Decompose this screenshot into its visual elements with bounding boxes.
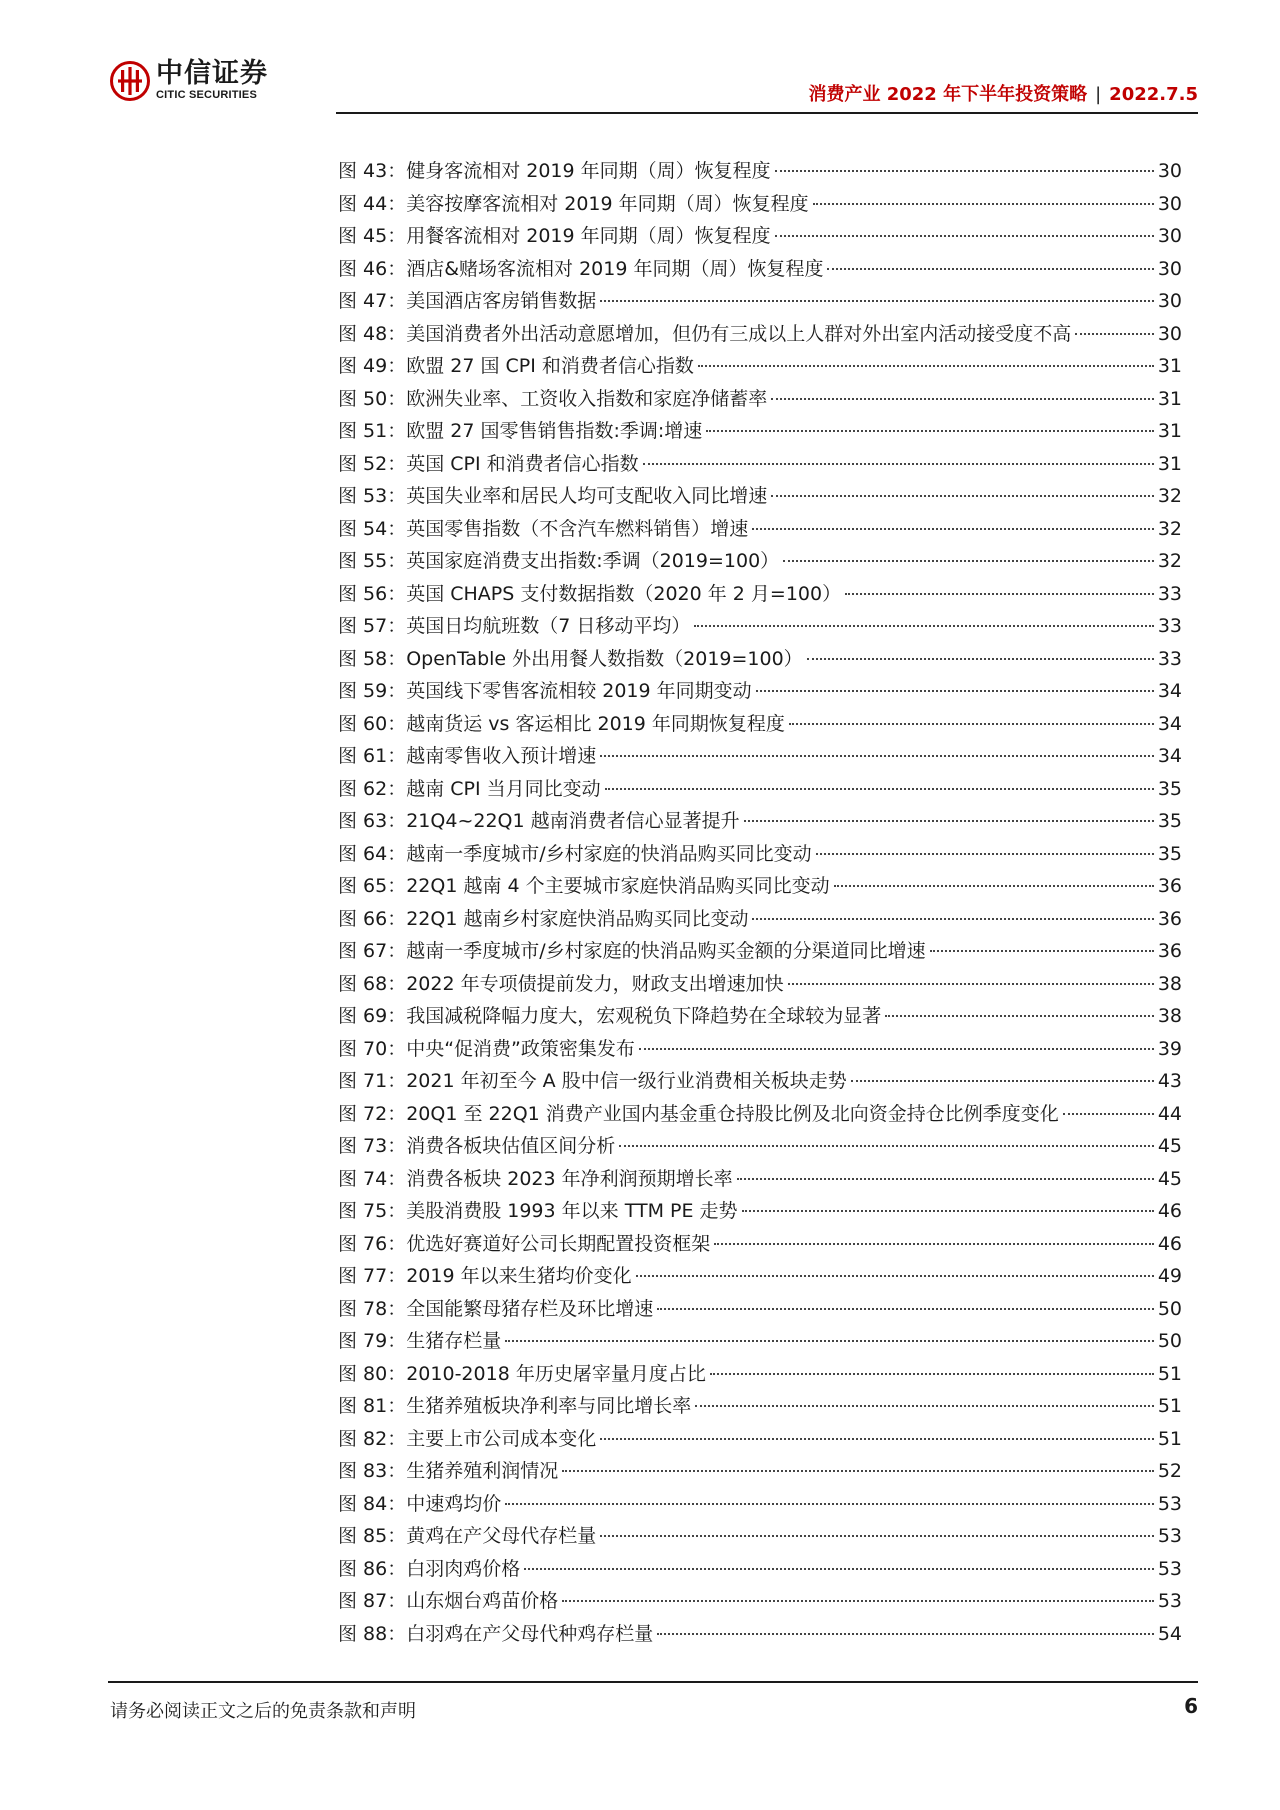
- toc-dot-leader: [636, 1275, 1154, 1277]
- toc-entry-page: 53: [1157, 1590, 1182, 1612]
- toc-dot-leader: [813, 203, 1154, 205]
- report-date: 2022.7.5: [1109, 84, 1198, 105]
- toc-entry-title: 越南零售收入预计增速: [406, 745, 597, 767]
- toc-entry-title: 主要上市公司成本变化: [406, 1427, 597, 1450]
- toc-entry-number: 图 72：: [338, 1102, 407, 1125]
- toc-entry-title: 山东烟台鸡苗价格: [406, 1590, 559, 1612]
- toc-entry-title: 2021 年初至今 A 股中信一级行业消费相关板块走势: [406, 1070, 847, 1092]
- toc-entry[interactable]: [338, 1099, 1182, 1132]
- toc-entry[interactable]: [338, 644, 1182, 677]
- toc-entry-title: 白羽鸡在产父母代种鸡存栏量: [406, 1622, 654, 1645]
- toc-entry[interactable]: [338, 1034, 1182, 1067]
- toc-entry[interactable]: [338, 546, 1182, 579]
- toc-entry-number: 图 48：: [338, 322, 407, 345]
- toc-dot-leader: [744, 820, 1154, 822]
- toc-entry-page: 44: [1157, 1102, 1182, 1125]
- toc-entry-page: 49: [1157, 1265, 1182, 1287]
- toc-entry[interactable]: [338, 319, 1182, 352]
- toc-entry-page: 32: [1157, 485, 1182, 507]
- toc-entry-title: 2022 年专项债提前发力，财政支出增速加快: [406, 972, 784, 995]
- toc-entry-page: 36: [1157, 875, 1182, 897]
- toc-entry-title: 英国零售指数（不含汽车燃料销售）增速: [406, 517, 749, 540]
- toc-entry-page: 46: [1157, 1232, 1182, 1255]
- toc-entry-page: 35: [1157, 777, 1182, 800]
- toc-entry-number: 图 50：: [338, 387, 407, 410]
- toc-entry-title: 黄鸡在产父母代存栏量: [406, 1525, 597, 1547]
- toc-entry-title: 20Q1 至 22Q1 消费产业国内基金重仓持股比例及北向资金持仓比例季度变化: [406, 1102, 1059, 1125]
- toc-dot-leader: [619, 1145, 1154, 1147]
- toc-entry-number: 图 61：: [338, 745, 407, 767]
- toc-entry-title: 中速鸡均价: [406, 1492, 502, 1515]
- toc-entry-number: 图 73：: [338, 1135, 407, 1157]
- toc-dot-leader: [605, 788, 1154, 790]
- toc-entry-number: 图 51：: [338, 420, 407, 442]
- toc-dot-leader: [756, 690, 1154, 692]
- toc-dot-leader: [742, 1210, 1154, 1212]
- header-separator: |: [1095, 84, 1102, 105]
- toc-dot-leader: [505, 1503, 1154, 1505]
- toc-entry-number: 图 64：: [338, 842, 407, 865]
- toc-entry-number: 图 84：: [338, 1492, 407, 1515]
- toc-entry-page: 36: [1157, 940, 1182, 962]
- toc-entry-number: 图 82：: [338, 1427, 407, 1450]
- toc-entry-title: 生猪养殖利润情况: [406, 1460, 559, 1482]
- toc-entry-page: 30: [1157, 160, 1182, 182]
- toc-dot-leader: [524, 1568, 1154, 1570]
- toc-entry-number: 图 55：: [338, 550, 407, 572]
- toc-dot-leader: [600, 755, 1154, 757]
- toc-entry[interactable]: [338, 1489, 1182, 1522]
- toc-dot-leader: [657, 1633, 1154, 1635]
- toc-entry-page: 33: [1157, 615, 1182, 637]
- toc-entry-page: 34: [1157, 680, 1182, 702]
- toc-dot-leader: [771, 495, 1154, 497]
- toc-entry-page: 30: [1157, 225, 1182, 247]
- toc-entry-number: 图 88：: [338, 1622, 407, 1645]
- toc-dot-leader: [694, 625, 1153, 627]
- toc-entry-title: 美国消费者外出活动意愿增加，但仍有三成以上人群对外出室内活动接受度不高: [406, 322, 1072, 345]
- toc-entry[interactable]: [338, 1359, 1182, 1392]
- toc-entry[interactable]: [338, 741, 1182, 774]
- toc-entry-title: 欧盟 27 国 CPI 和消费者信心指数: [406, 355, 694, 377]
- toc-entry-number: 图 59：: [338, 680, 407, 702]
- toc-entry-page: 39: [1157, 1037, 1182, 1060]
- toc-entry-page: 46: [1157, 1200, 1182, 1222]
- toc-entry-number: 图 58：: [338, 647, 407, 670]
- toc-entry-page: 31: [1157, 420, 1182, 442]
- toc-entry-number: 图 74：: [338, 1167, 407, 1190]
- toc-entry-number: 图 71：: [338, 1070, 407, 1092]
- toc-dot-leader: [788, 983, 1154, 985]
- toc-dot-leader: [639, 1048, 1154, 1050]
- toc-entry-page: 32: [1157, 550, 1182, 572]
- toc-entry-title: 越南货运 vs 客运相比 2019 年同期恢复程度: [406, 712, 785, 735]
- toc-entry-title: 优选好赛道好公司长期配置投资框架: [406, 1232, 711, 1255]
- toc-entry-page: 30: [1157, 257, 1182, 280]
- company-name-cn: 中信证券: [156, 58, 268, 89]
- toc-entry-page: 38: [1157, 972, 1182, 995]
- toc-dot-leader: [851, 1080, 1154, 1082]
- toc-entry[interactable]: [338, 1294, 1182, 1327]
- toc-entry[interactable]: [338, 1066, 1182, 1099]
- toc-entry-number: 图 69：: [338, 1005, 407, 1027]
- toc-entry[interactable]: [338, 156, 1182, 189]
- toc-entry-title: 我国减税降幅力度大，宏观税负下降趋势在全球较为显著: [406, 1005, 882, 1027]
- toc-dot-leader: [807, 658, 1154, 660]
- toc-entry-page: 34: [1157, 745, 1182, 767]
- toc-dot-leader: [643, 463, 1154, 465]
- toc-entry-page: 31: [1157, 355, 1182, 377]
- page-header: [0, 0, 1280, 120]
- toc-entry-page: 54: [1157, 1622, 1182, 1645]
- toc-dot-leader: [771, 398, 1154, 400]
- toc-entry-title: 英国 CHAPS 支付数据指数（2020 年 2 月=100）: [406, 582, 842, 605]
- toc-entry-number: 图 49：: [338, 355, 407, 377]
- toc-entry-title: 英国线下零售客流相较 2019 年同期变动: [406, 680, 752, 702]
- toc-entry-page: 35: [1157, 810, 1182, 832]
- toc-entry[interactable]: [338, 676, 1182, 709]
- toc-entry[interactable]: [338, 709, 1182, 742]
- toc-entry-number: 图 76：: [338, 1232, 407, 1255]
- toc-entry-number: 图 43：: [338, 160, 407, 182]
- toc-dot-leader: [562, 1470, 1154, 1472]
- toc-entry-number: 图 54：: [338, 517, 407, 540]
- toc-entry-number: 图 46：: [338, 257, 407, 280]
- toc-entry-title: 美股消费股 1993 年以来 TTM PE 走势: [406, 1200, 738, 1222]
- toc-entry-title: 英国家庭消费支出指数:季调（2019=100）: [406, 550, 780, 572]
- toc-entry[interactable]: [338, 1326, 1182, 1359]
- toc-entry[interactable]: [338, 839, 1182, 872]
- toc-entry[interactable]: [338, 1196, 1182, 1229]
- toc-entry-page: 36: [1157, 907, 1182, 930]
- toc-dot-leader: [752, 918, 1153, 920]
- toc-entry-title: 21Q4~22Q1 越南消费者信心显著提升: [406, 810, 740, 832]
- toc-entry-page: 53: [1157, 1557, 1182, 1580]
- toc-entry-page: 34: [1157, 712, 1182, 735]
- toc-entry-title: 越南一季度城市/乡村家庭的快消品购买同比变动: [406, 842, 812, 865]
- toc-entry-page: 50: [1157, 1330, 1182, 1352]
- toc-entry-title: 2019 年以来生猪均价变化: [406, 1265, 632, 1287]
- toc-dot-leader: [1063, 1113, 1154, 1115]
- company-name-en: CITIC SECURITIES: [156, 89, 257, 101]
- toc-entry-title: 英国失业率和居民人均可支配收入同比增速: [406, 485, 768, 507]
- toc-entry[interactable]: [338, 1456, 1182, 1489]
- toc-entry-number: 图 57：: [338, 615, 407, 637]
- toc-entry-page: 53: [1157, 1525, 1182, 1547]
- toc-entry-number: 图 44：: [338, 192, 407, 215]
- toc-entry-number: 图 81：: [338, 1395, 407, 1417]
- toc-entry[interactable]: [338, 254, 1182, 287]
- toc-entry-number: 图 45：: [338, 225, 407, 247]
- toc-entry-number: 图 60：: [338, 712, 407, 735]
- toc-entry[interactable]: [338, 871, 1182, 904]
- toc-entry[interactable]: [338, 514, 1182, 547]
- footer-divider: [108, 1681, 1198, 1683]
- toc-entry-title: 欧洲失业率、工资收入指数和家庭净储蓄率: [406, 387, 768, 410]
- toc-entry-number: 图 77：: [338, 1265, 407, 1287]
- toc-entry-number: 图 85：: [338, 1525, 407, 1547]
- toc-entry-page: 31: [1157, 452, 1182, 475]
- toc-entry[interactable]: [338, 1229, 1182, 1262]
- toc-entry[interactable]: [338, 806, 1182, 839]
- toc-entry-title: 消费各板块 2023 年净利润预期增长率: [406, 1167, 733, 1190]
- toc-entry-number: 图 70：: [338, 1037, 407, 1060]
- toc-entry-number: 图 66：: [338, 907, 407, 930]
- toc-entry-number: 图 86：: [338, 1557, 407, 1580]
- toc-entry[interactable]: [338, 969, 1182, 1002]
- toc-entry-number: 图 47：: [338, 290, 407, 312]
- toc-dot-leader: [657, 1308, 1154, 1310]
- toc-entry[interactable]: [338, 774, 1182, 807]
- toc-entry[interactable]: [338, 351, 1182, 384]
- toc-dot-leader: [775, 170, 1154, 172]
- report-header-info: [808, 80, 1198, 106]
- toc-entry-title: 白羽肉鸡价格: [406, 1557, 521, 1580]
- toc-dot-leader: [600, 300, 1154, 302]
- toc-dot-leader: [1075, 333, 1154, 335]
- toc-entry-number: 图 87：: [338, 1590, 407, 1612]
- toc-entry-title: 酒店&赌场客流相对 2019 年同期（周）恢复程度: [406, 257, 824, 280]
- toc-entry[interactable]: [338, 1619, 1182, 1652]
- toc-dot-leader: [737, 1178, 1154, 1180]
- toc-entry-number: 图 63：: [338, 810, 407, 832]
- toc-entry-title: 美容按摩客流相对 2019 年同期（周）恢复程度: [406, 192, 809, 215]
- toc-entry[interactable]: [338, 449, 1182, 482]
- toc-dot-leader: [706, 430, 1154, 432]
- toc-entry-title: 中央“促消费”政策密集发布: [406, 1037, 635, 1060]
- toc-entry[interactable]: [338, 579, 1182, 612]
- toc-entry-page: 35: [1157, 842, 1182, 865]
- toc-entry-page: 45: [1157, 1135, 1182, 1157]
- toc-entry[interactable]: [338, 1131, 1182, 1164]
- toc-entry-title: 越南 CPI 当月同比变动: [406, 777, 601, 800]
- toc-dot-leader: [505, 1340, 1154, 1342]
- toc-entry-number: 图 80：: [338, 1362, 407, 1385]
- toc-entry-page: 52: [1157, 1460, 1182, 1482]
- toc-entry[interactable]: [338, 189, 1182, 222]
- toc-entry[interactable]: [338, 286, 1182, 319]
- toc-entry-title: 全国能繁母猪存栏及环比增速: [406, 1297, 654, 1320]
- toc-entry[interactable]: [338, 1261, 1182, 1294]
- toc-entry-title: 22Q1 越南 4 个主要城市家庭快消品购买同比变动: [406, 875, 830, 897]
- toc-entry-title: 2010-2018 年历史屠宰量月度占比: [406, 1362, 706, 1385]
- toc-dot-leader: [714, 1243, 1154, 1245]
- toc-dot-leader: [827, 268, 1153, 270]
- toc-entry-title: 22Q1 越南乡村家庭快消品购买同比变动: [406, 907, 749, 930]
- toc-entry[interactable]: [338, 481, 1182, 514]
- toc-entry-title: 消费各板块估值区间分析: [406, 1135, 616, 1157]
- toc-entry-title: 英国 CPI 和消费者信心指数: [406, 452, 639, 475]
- toc-entry-page: 38: [1157, 1005, 1182, 1027]
- header-divider: [336, 112, 1198, 114]
- toc-dot-leader: [698, 365, 1154, 367]
- toc-entry[interactable]: [338, 221, 1182, 254]
- toc-entry-page: 32: [1157, 517, 1182, 540]
- toc-entry-number: 图 56：: [338, 582, 407, 605]
- toc-entry-page: 43: [1157, 1070, 1182, 1092]
- company-logo: [110, 60, 268, 101]
- toc-entry[interactable]: [338, 1391, 1182, 1424]
- toc-entry[interactable]: [338, 384, 1182, 417]
- toc-entry-title: OpenTable 外出用餐人数指数（2019=100）: [406, 647, 803, 670]
- toc-dot-leader: [789, 723, 1154, 725]
- toc-entry[interactable]: [338, 936, 1182, 969]
- toc-entry-number: 图 83：: [338, 1460, 407, 1482]
- toc-entry-number: 图 65：: [338, 875, 407, 897]
- toc-entry-title: 美国酒店客房销售数据: [406, 290, 597, 312]
- toc-entry-title: 生猪存栏量: [406, 1330, 502, 1352]
- toc-entry-page: 33: [1157, 582, 1182, 605]
- toc-entry-page: 50: [1157, 1297, 1182, 1320]
- toc-dot-leader: [885, 1015, 1154, 1017]
- toc-entry-page: 30: [1157, 192, 1182, 215]
- toc-entry-number: 图 79：: [338, 1330, 407, 1352]
- toc-entry-number: 图 78：: [338, 1297, 407, 1320]
- toc-entry-page: 51: [1157, 1362, 1182, 1385]
- toc-entry-page: 30: [1157, 290, 1182, 312]
- footer-disclaimer: 请务必阅读正文之后的免责条款和声明: [110, 1701, 416, 1722]
- toc-entry[interactable]: [338, 1424, 1182, 1457]
- toc-entry[interactable]: [338, 1521, 1182, 1554]
- toc-dot-leader: [845, 593, 1154, 595]
- citic-logo-icon: [110, 61, 150, 101]
- toc-entry-title: 生猪养殖板块净利率与同比增长率: [406, 1395, 692, 1417]
- toc-dot-leader: [600, 1438, 1154, 1440]
- toc-entry-number: 图 52：: [338, 452, 407, 475]
- toc-dot-leader: [710, 1373, 1154, 1375]
- toc-entry[interactable]: [338, 1164, 1182, 1197]
- toc-entry-page: 51: [1157, 1427, 1182, 1450]
- toc-entry-number: 图 62：: [338, 777, 407, 800]
- toc-entry-number: 图 53：: [338, 485, 407, 507]
- toc-entry[interactable]: [338, 416, 1182, 449]
- toc-entry[interactable]: [338, 1586, 1182, 1619]
- toc-dot-leader: [816, 853, 1154, 855]
- figure-index-list: [338, 156, 1182, 1651]
- toc-entry-title: 健身客流相对 2019 年同期（周）恢复程度: [406, 160, 771, 182]
- toc-entry-title: 英国日均航班数（7 日移动平均）: [406, 615, 691, 637]
- toc-entry-page: 53: [1157, 1492, 1182, 1515]
- toc-entry-number: 图 67：: [338, 940, 407, 962]
- toc-entry[interactable]: [338, 1554, 1182, 1587]
- toc-dot-leader: [834, 885, 1154, 887]
- report-title: 消费产业 2022 年下半年投资策略: [808, 84, 1088, 105]
- toc-entry[interactable]: [338, 611, 1182, 644]
- toc-entry-page: 45: [1157, 1167, 1182, 1190]
- toc-entry-title: 用餐客流相对 2019 年同期（周）恢复程度: [406, 225, 771, 247]
- toc-entry-page: 31: [1157, 387, 1182, 410]
- toc-dot-leader: [930, 950, 1154, 952]
- toc-entry-title: 越南一季度城市/乡村家庭的快消品购买金额的分渠道同比增速: [406, 940, 926, 962]
- toc-dot-leader: [783, 560, 1154, 562]
- toc-entry[interactable]: [338, 1001, 1182, 1034]
- toc-dot-leader: [695, 1405, 1154, 1407]
- toc-dot-leader: [752, 528, 1154, 530]
- toc-dot-leader: [775, 235, 1154, 237]
- toc-entry-title: 欧盟 27 国零售销售指数:季调:增速: [406, 420, 703, 442]
- toc-entry-page: 33: [1157, 647, 1182, 670]
- toc-dot-leader: [600, 1535, 1154, 1537]
- toc-entry-page: 51: [1157, 1395, 1182, 1417]
- toc-entry[interactable]: [338, 904, 1182, 937]
- toc-entry-number: 图 68：: [338, 972, 407, 995]
- page-number: 6: [1184, 1694, 1198, 1718]
- toc-dot-leader: [562, 1600, 1154, 1602]
- toc-entry-number: 图 75：: [338, 1200, 407, 1222]
- toc-entry-page: 30: [1157, 322, 1182, 345]
